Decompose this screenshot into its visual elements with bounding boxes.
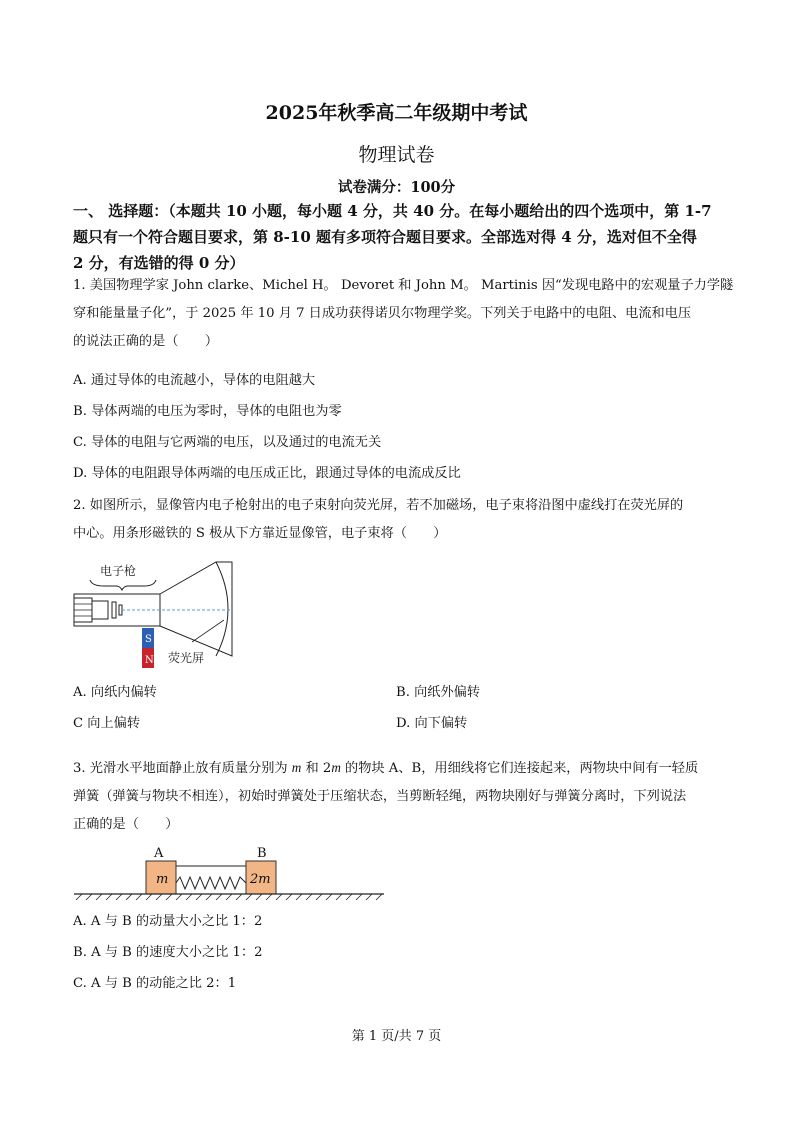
question-1-stem [73,272,734,356]
crt-figure [68,556,248,674]
tube-funnel [160,562,232,656]
q3-line-1b: 和 2 [305,761,332,776]
section-line-2: 题只有一个符合题目要求，第 8-10 题有多项符合题目要求。全部选对得 4 分，选对但不全得 [73,228,697,246]
q2-line-1: 2. 如图所示，显像管内电子枪射出的电子束射向荧光屏，若不加磁场，电子束将沿图中虚线打在荧光屏的 [73,498,684,513]
q1-option-b[interactable]: B. 导体两端的电压为零时，导体的电阻也为零 [73,404,342,419]
q3-mass-m: m [291,760,302,775]
q3-option-c[interactable]: C. A 与 B 的动能之比 2：1 [73,976,237,991]
exam-subtitle: 物理试卷 [358,144,435,166]
label-screen: 荧光屏 [168,651,205,665]
gun-brace [90,580,156,590]
label-block-a: A [154,846,164,861]
q3-line-1c: 的物块 A、B，用细线将它们连接起来，两物块中间有一轻质 [345,761,699,776]
magnet-s-label: S [145,634,152,645]
q2-option-b[interactable]: B. 向纸外偏转 [396,685,481,700]
magnet-n-label: N [145,655,154,666]
q3-line-2: 弹簧（弹簧与物块不相连），初始时弹簧处于压缩状态，当剪断轻绳，两物块刚好与弹簧分离时，下列说法 [73,789,687,804]
q3-line-1a: 3. 光滑水平地面静止放有质量分别为 [73,761,288,776]
ground-hatching [76,894,382,900]
q1-line-3: 的说法正确的是（ ） [73,334,219,349]
q3-option-b[interactable]: B. A 与 B 的速度大小之比 1：2 [73,945,263,960]
q1-line-2: 穿和能量量子化”，于 2025 年 10 月 7 日成功获得诺贝尔物理学奖。下列关于电路中的电阻、电流和电压 [73,306,692,321]
q2-option-d[interactable]: D. 向下偏转 [396,716,468,731]
gun-plate-1 [112,602,116,618]
gun-plate-2 [119,605,122,615]
section-line-1: 一、 选择题：（本题共 10 小题，每小题 4 分，共 40 分。在每小题给出的四个选项中，第 1-7 [73,202,712,220]
q1-option-c[interactable]: C. 导体的电阻与它两端的电压，以及通过的电流无关 [73,435,382,450]
full-score: 试卷满分：100分 [337,179,456,196]
page-number: 第 1 页/共 7 页 [351,1029,442,1044]
label-electron-gun: 电子枪 [100,564,137,578]
q2-option-a[interactable]: A. 向纸内偏转 [73,685,157,700]
q2-line-2: 中心。用条形磁铁的 S 极从下方靠近显像管，电子束将（ ） [73,526,447,541]
spring-blocks-figure [72,842,388,904]
screen-curve [216,562,228,656]
label-block-b: B [257,846,267,861]
q1-option-a[interactable]: A. 通过导体的电流越小，导体的电阻越大 [73,373,316,388]
screen-pointer [192,620,224,642]
q1-line-1: 1. 美国物理学家 John clarke、Michel H。 Devoret 和 John M。 Martinis 因“发现电路中的宏观量子力学隧 [73,278,734,293]
q3-line-1 [73,754,723,783]
q3-mass-2m: m [331,760,341,775]
exam-title: 2025年秋季高二年级期中考试 [265,102,528,124]
q1-option-d[interactable]: D. 导体的电阻跟导体两端的电压成正比，跟通过导体的电流成反比 [73,466,461,481]
q2-option-c[interactable]: C 向上偏转 [73,716,141,731]
q3-option-a[interactable]: A. A 与 B 的动量大小之比 1：2 [73,914,263,929]
section-line-3: 2 分，有选错的得 0 分） [73,254,245,272]
block-a-mass: m [156,872,169,887]
spring [176,877,246,889]
block-b-mass: 2m [250,872,271,887]
q3-line-3: 正确的是（ ） [73,817,179,832]
question-2-stem [73,492,723,548]
question-3-stem [73,754,723,839]
section-instructions [73,198,723,276]
